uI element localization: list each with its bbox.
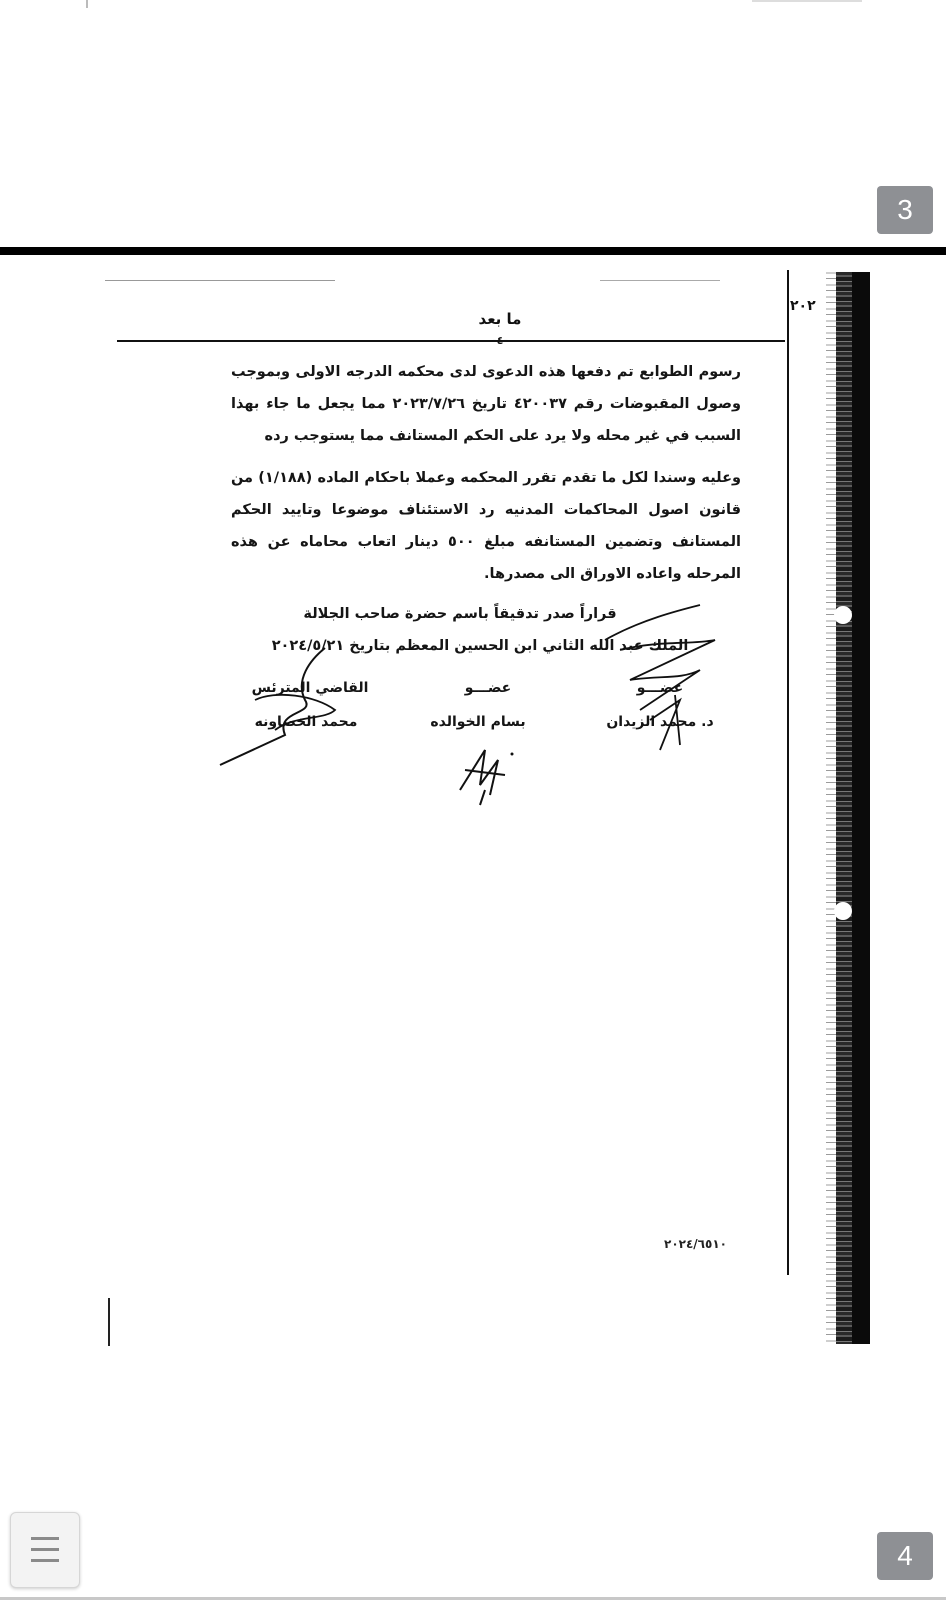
- punch-hole-top: [834, 606, 852, 624]
- member-2-title: عضـــو: [636, 680, 684, 696]
- scan-faint-rule: [105, 280, 335, 281]
- header-mark: ٢٠٢: [790, 298, 816, 314]
- binding-edge: [826, 272, 836, 1344]
- member-1-title: عضـــو: [464, 680, 512, 696]
- member-1-signature: [450, 740, 520, 810]
- margin-rule-vertical: [787, 270, 789, 1275]
- menu-icon-line: [31, 1537, 59, 1540]
- page-badge-previous: 3: [877, 186, 933, 234]
- member-2-name: د. محمد الزيدان: [606, 714, 714, 730]
- paragraph-stamps: رسوم الطوابع تم دفعها هذه الدعوى لدى محكمه الدرجه الاولى وبموجب وصول المقبوضات رقم ٤٢٠٠٣٧ تاريخ ٢٠٢٣/٧/٢٦ مما يجعل ما جاء بهذا السبب في غير محله ولا يرد على الحكم المستانف مما يستوجب رده: [231, 364, 741, 444]
- document-page-number: -٤-: [492, 334, 508, 347]
- document-heading: ما بعد: [478, 310, 522, 328]
- scan-faint-rule-right: [600, 280, 720, 281]
- punch-hole-bottom: [834, 902, 852, 920]
- paragraph-ruling: وعليه وسندا لكل ما تقدم تقرر المحكمه وعملا باحكام الماده (١/١٨٨) من قانون اصول المحاكمات المدنيه رد الاستئناف موضوعا وتاييد الحكم المستانف وتضمين المستانفه مبلغ ٥٠٠ دينار اتعاب محاماه عن هذه المرحله واعاده الاوراق الى مصدرها.: [231, 470, 741, 582]
- binding-shadow: [852, 272, 870, 1344]
- presiding-judge-name: محمد الخصاونه: [254, 714, 358, 730]
- menu-icon-line: [31, 1559, 59, 1562]
- top-edge-mark: [86, 0, 88, 8]
- member-1-name: بسام الخوالده: [430, 714, 526, 730]
- decision-line-1: قراراً صدر تدقيقاً باسم حضرة صاحب الجلالة: [303, 606, 617, 622]
- presiding-judge-title: القاضي المترئس: [251, 680, 369, 696]
- top-edge-mark-right: [752, 0, 862, 2]
- judge-signature: [215, 640, 355, 770]
- decision-line-2: الملك عبد الله الثاني ابن الحسين المعظم بتاريخ ٢٠٢٤/٥/٢١: [271, 638, 689, 654]
- page-badge-current: 4: [877, 1532, 933, 1580]
- menu-button[interactable]: [10, 1512, 80, 1588]
- menu-icon-line: [31, 1548, 59, 1551]
- reference-number: ٢٠٢٤/٦٥١٠: [664, 1237, 727, 1251]
- scan-left-mark: [108, 1298, 110, 1346]
- member-2-signature: [600, 600, 730, 760]
- page-divider: [0, 247, 946, 255]
